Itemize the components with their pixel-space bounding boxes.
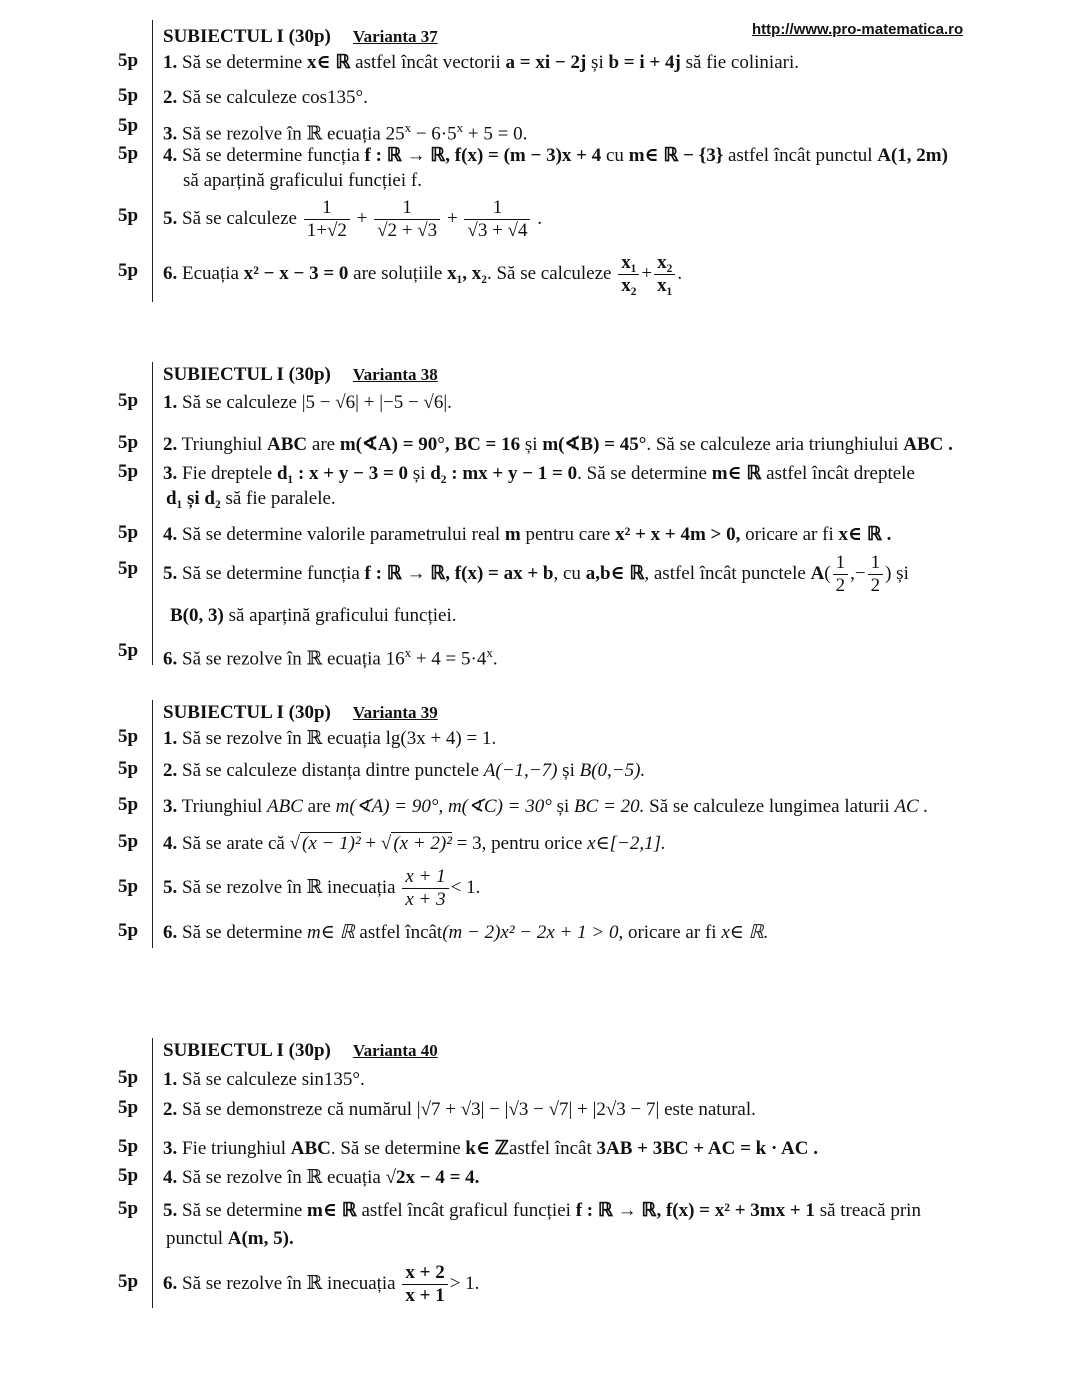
points-label: 5p	[118, 85, 139, 106]
fraction: $\frac{1}{2}$	[868, 552, 884, 597]
problem-text: 6. Să se rezolve în ℝ inecuația $\frac{x + 2}{x + 1}$ > 1.	[163, 1262, 480, 1306]
points-label: 5p	[118, 522, 139, 543]
problem-row	[0, 758, 1080, 786]
problem-text: 2. Triunghiul ABC are m(∢A) = 90°, BC = 16 și m(∢B) = 45°. Să se calculeze aria triunghiului ABC .	[163, 434, 953, 455]
points-label: 5p	[118, 794, 139, 815]
problem-text: 5. Să se determine funcția f : ℝ → ℝ, f(x) = ax + b, cu a,b∈ ℝ, astfel încât punctele A( $\frac{1}{2}$ ,− $\frac{1}{2}$ ) și	[163, 552, 909, 596]
problem-row	[0, 1165, 1080, 1193]
problem-row	[0, 726, 1080, 754]
problem-text: 1. Să se calculeze |5 − √6| + |−5 − √6|.	[163, 392, 452, 413]
problem-row	[0, 50, 1080, 78]
section-title: SUBIECTUL I (30p)	[163, 702, 331, 723]
section-title: SUBIECTUL I (30p)	[163, 26, 331, 47]
problem-row	[0, 461, 1080, 489]
variant-label: Varianta 40	[352, 1041, 438, 1060]
problem-row	[0, 794, 1080, 822]
problem-row	[0, 1198, 1080, 1226]
points-label: 5p	[118, 432, 139, 453]
problem-continuation: să aparțină graficului funcției f.	[183, 170, 422, 191]
section-header	[0, 24, 1080, 52]
fraction: $\frac{1}{√2 + √3}$	[374, 197, 440, 242]
fraction: $\frac{1}{1+√2}$	[304, 197, 350, 242]
problem-continuation: punctul A(m, 5).	[166, 1228, 294, 1249]
problem-text: 1. Să se rezolve în ℝ ecuația lg(3x + 4) = 1.	[163, 728, 497, 749]
problem-row	[0, 640, 1080, 668]
points-label: 5p	[118, 390, 139, 411]
problem-text: 5. Să se determine m∈ ℝ astfel încât graficul funcției f : ℝ → ℝ, f(x) = x² + 3mx + 1 să treacă prin	[163, 1200, 921, 1221]
problem-text: 5. Să se rezolve în ℝ inecuația $\frac{x + 1}{x + 3}$ < 1.	[163, 866, 481, 910]
problem-text: 6. Să se rezolve în ℝ ecuația $16^x + 4 = 5\cdot 4^x$.	[163, 645, 498, 670]
problem-text: 4. Să se rezolve în ℝ ecuația √2x − 4 = 4.	[163, 1167, 480, 1188]
problem-row	[0, 522, 1080, 550]
points-label: 5p	[118, 461, 139, 482]
points-label: 5p	[118, 50, 139, 71]
problem-row	[0, 85, 1080, 113]
points-label: 5p	[118, 1067, 139, 1088]
problem-row	[0, 1067, 1080, 1095]
variant-label: Varianta 38	[352, 365, 438, 384]
fraction: $\frac{1}{2}$	[833, 552, 849, 597]
problem-row	[0, 390, 1080, 418]
problem-text: 2. Să se calculeze distanța dintre punctele A(−1,−7) și B(0,−5).	[163, 760, 646, 781]
problem-text: 3. Fie dreptele d₁ : x + y − 3 = 0 și d₂ : mx + y − 1 = 0. Să se determine m∈ ℝ astfel încât dreptele	[163, 463, 915, 484]
points-label: 5p	[118, 260, 139, 281]
problem-row	[0, 1097, 1080, 1125]
problem-row	[0, 115, 1080, 143]
fraction: $\frac{\text{x₂}}{\text{x₁}}$	[654, 252, 675, 297]
problem-text: 3. Triunghiul ABC are m(∢A) = 90°, m(∢C) = 30° și BC = 20. Să se calculeze lungimea laturii AC .	[163, 796, 929, 817]
points-label: 5p	[118, 558, 139, 579]
points-label: 5p	[118, 1198, 139, 1219]
points-label: 5p	[118, 876, 139, 897]
points-label: 5p	[118, 1271, 139, 1292]
points-label: 5p	[118, 143, 139, 164]
problem-text: 4. Să se arate că √ (x − 1)² + √ (x + 2)² = 3, pentru orice x∈[−2,1].	[163, 833, 666, 854]
points-label: 5p	[118, 115, 139, 136]
section-header	[0, 362, 1080, 390]
problem-row	[0, 1262, 1080, 1310]
points-label: 5p	[118, 205, 139, 226]
problem-text: 2. Să se calculeze cos135°.	[163, 87, 368, 108]
section-header	[0, 700, 1080, 728]
points-label: 5p	[118, 1097, 139, 1118]
problem-text: 1. Să se determine x∈ ℝ astfel încât vectorii a = xi − 2j și b = i + 4j să fie coliniari.	[163, 52, 799, 73]
problem-row	[0, 197, 1080, 247]
problem-text: 6. Să se determine m∈ ℝ astfel încât(m − 2)x² − 2x + 1 > 0, oricare ar fi x∈ ℝ.	[163, 922, 769, 943]
problem-row	[0, 831, 1080, 859]
problem-text: 4. Să se determine valorile parametrului real m pentru care x² + x + 4m > 0, oricare ar fi x∈ ℝ .	[163, 524, 892, 545]
problem-text: 4. Să se determine funcția f : ℝ → ℝ, f(x) = (m − 3)x + 4 cu m∈ ℝ − {3} astfel încât punctul A(1, 2m)	[163, 145, 948, 166]
problem-row	[0, 866, 1080, 912]
problem-continuation: d₁ și d₂ să fie paralele.	[166, 488, 336, 509]
problem-text: 3. Să se rezolve în ℝ ecuația $25^x - 6\cdot 5^x + 5 = 0$.	[163, 120, 528, 145]
problem-row	[0, 252, 1080, 302]
section-title: SUBIECTUL I (30p)	[163, 1040, 331, 1061]
points-label: 5p	[118, 1136, 139, 1157]
problem-row	[0, 432, 1080, 460]
points-label: 5p	[118, 640, 139, 661]
problem-row	[0, 1136, 1080, 1164]
problem-text: 2. Să se demonstreze că numărul |√7 + √3| − |√3 − √7| + |2√3 − 7| este natural.	[163, 1099, 756, 1120]
site-url[interactable]: http://www.pro-matematica.ro	[752, 21, 964, 38]
problem-text: 3. Fie triunghiul ABC. Să se determine k∈ ℤastfel încât 3AB + 3BC + AC = k · AC .	[163, 1138, 818, 1159]
variant-label: Varianta 39	[352, 703, 438, 722]
problem-text: 6. Ecuația x² − x − 3 = 0 are soluțiile x₁, x₂. Să se calculeze $\frac{\text{x₁}}{\text{x₂}}$ + $\frac{\text{x₂}}{\text{x₁}}$ .	[163, 252, 683, 296]
problem-continuation: B(0, 3) să aparțină graficului funcției.	[170, 605, 457, 626]
fraction: $\frac{x + 1}{x + 3}$	[402, 866, 448, 911]
problem-row	[0, 920, 1080, 948]
section-header	[0, 1038, 1080, 1066]
section-title: SUBIECTUL I (30p)	[163, 364, 331, 385]
points-label: 5p	[118, 726, 139, 747]
points-label: 5p	[118, 758, 139, 779]
problem-text: 1. Să se calculeze sin135°.	[163, 1069, 365, 1090]
fraction: $\frac{1}{√3 + √4}$	[464, 197, 530, 242]
problem-row	[0, 143, 1080, 171]
variant-label: Varianta 37	[352, 27, 438, 46]
problem-text: 5. Să se calculeze $\frac{1}{1+√2}$ + $\frac{1}{√2 + √3}$ + $\frac{1}{√3 + √4}$ .	[163, 197, 542, 241]
points-label: 5p	[118, 920, 139, 941]
fraction: $\frac{x + 2}{x + 1}$	[402, 1262, 447, 1307]
fraction: $\frac{\text{x₁}}{\text{x₂}}$	[618, 252, 639, 297]
points-label: 5p	[118, 831, 139, 852]
points-label: 5p	[118, 1165, 139, 1186]
problem-row	[0, 552, 1080, 600]
